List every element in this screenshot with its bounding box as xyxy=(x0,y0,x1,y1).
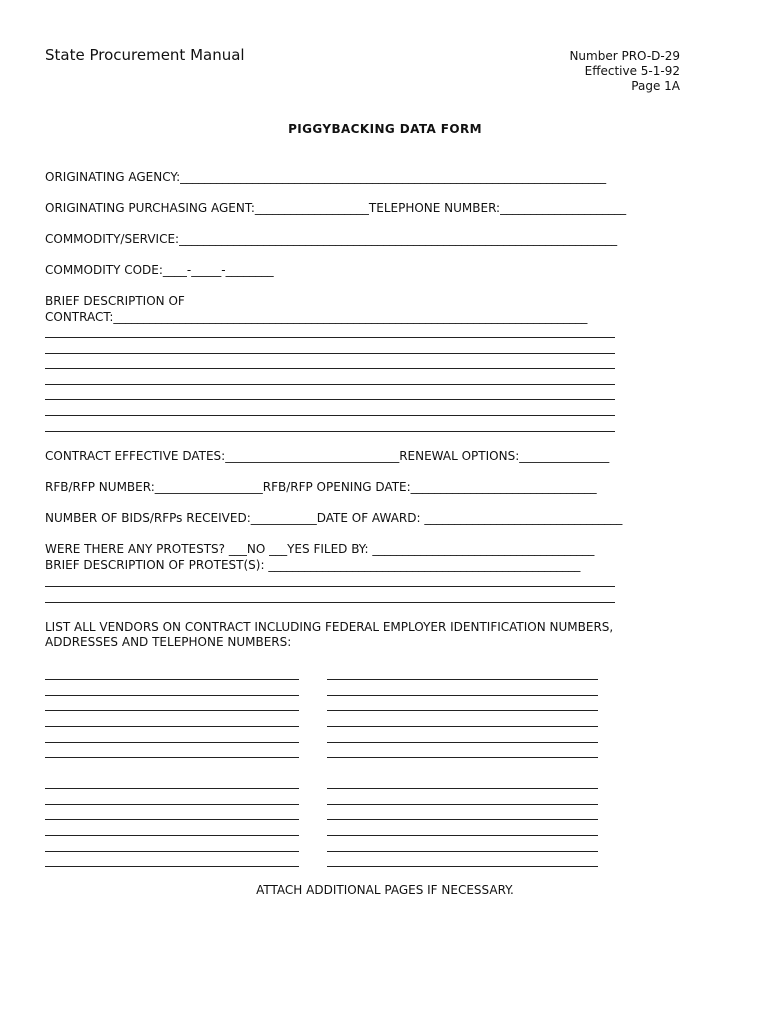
contract-dates-field[interactable]: CONTRACT EFFECTIVE DATES:_____________________________RENEWAL OPTIONS:_______________ xyxy=(45,449,610,463)
description-line[interactable] xyxy=(45,399,615,400)
vendor-line-right[interactable] xyxy=(327,866,598,867)
vendor-line-left[interactable] xyxy=(45,804,299,805)
vendors-instruction-cont: ADDRESSES AND TELEPHONE NUMBERS: xyxy=(45,635,292,649)
protest-line[interactable] xyxy=(45,602,615,603)
commodity-service-field[interactable]: COMMODITY/SERVICE:_________________________________________________________________________ xyxy=(45,232,618,246)
vendor-line-right[interactable] xyxy=(327,851,598,852)
vendor-line-left[interactable] xyxy=(45,835,299,836)
document-meta xyxy=(480,49,680,94)
vendor-line-right[interactable] xyxy=(327,804,598,805)
vendor-line-right[interactable] xyxy=(327,710,598,711)
purchasing-agent-field[interactable]: ORIGINATING PURCHASING AGENT:___________________TELEPHONE NUMBER:_____________________ xyxy=(45,201,627,215)
brief-description-label: BRIEF DESCRIPTION OF xyxy=(45,294,185,308)
effective-date: Effective 5-1-92 xyxy=(584,64,680,78)
vendor-line-left[interactable] xyxy=(45,866,299,867)
commodity-code-field[interactable]: COMMODITY CODE:____-_____-________ xyxy=(45,263,274,277)
protests-field[interactable]: WERE THERE ANY PROTESTS? ___NO ___YES FILED BY: _____________________________________ xyxy=(45,542,595,556)
description-line[interactable] xyxy=(45,431,615,432)
vendor-line-left[interactable] xyxy=(45,695,299,696)
vendor-line-right[interactable] xyxy=(327,835,598,836)
description-line[interactable] xyxy=(45,368,615,369)
bids-received-field[interactable]: NUMBER OF BIDS/RFPs RECEIVED:___________DATE OF AWARD: _________________________________ xyxy=(45,511,623,525)
vendor-line-right[interactable] xyxy=(327,757,598,758)
vendor-line-right[interactable] xyxy=(327,726,598,727)
vendor-line-left[interactable] xyxy=(45,819,299,820)
rfb-number-field[interactable]: RFB/RFP NUMBER:__________________RFB/RFP OPENING DATE:_______________________________ xyxy=(45,480,597,494)
vendor-line-right[interactable] xyxy=(327,819,598,820)
vendor-line-left[interactable] xyxy=(45,679,299,680)
vendor-line-left[interactable] xyxy=(45,788,299,789)
attach-pages-note: ATTACH ADDITIONAL PAGES IF NECESSARY. xyxy=(256,883,514,897)
vendor-line-left[interactable] xyxy=(45,757,299,758)
vendor-line-left[interactable] xyxy=(45,710,299,711)
vendor-line-left[interactable] xyxy=(45,726,299,727)
vendor-line-right[interactable] xyxy=(327,742,598,743)
page-number: Page 1A xyxy=(631,79,680,93)
description-line[interactable] xyxy=(45,415,615,416)
vendor-line-right[interactable] xyxy=(327,679,598,680)
contract-description-field[interactable]: CONTRACT:_______________________________________________________________________________ xyxy=(45,310,588,324)
manual-title: State Procurement Manual xyxy=(45,46,245,64)
protest-line[interactable] xyxy=(45,586,615,587)
originating-agency-field[interactable]: ORIGINATING AGENCY:_______________________________________________________________________ xyxy=(45,170,607,184)
description-line[interactable] xyxy=(45,384,615,385)
document-number: Number PRO-D-29 xyxy=(569,49,680,63)
vendor-line-right[interactable] xyxy=(327,788,598,789)
vendor-line-left[interactable] xyxy=(45,742,299,743)
vendors-instruction: LIST ALL VENDORS ON CONTRACT INCLUDING FEDERAL EMPLOYER IDENTIFICATION NUMBERS, xyxy=(45,620,614,634)
description-line[interactable] xyxy=(45,337,615,338)
description-line[interactable] xyxy=(45,353,615,354)
form-title: PIGGYBACKING DATA FORM xyxy=(288,122,482,136)
vendor-line-right[interactable] xyxy=(327,695,598,696)
vendor-line-left[interactable] xyxy=(45,851,299,852)
protest-description-field[interactable]: BRIEF DESCRIPTION OF PROTEST(S): ____________________________________________________ xyxy=(45,558,581,572)
